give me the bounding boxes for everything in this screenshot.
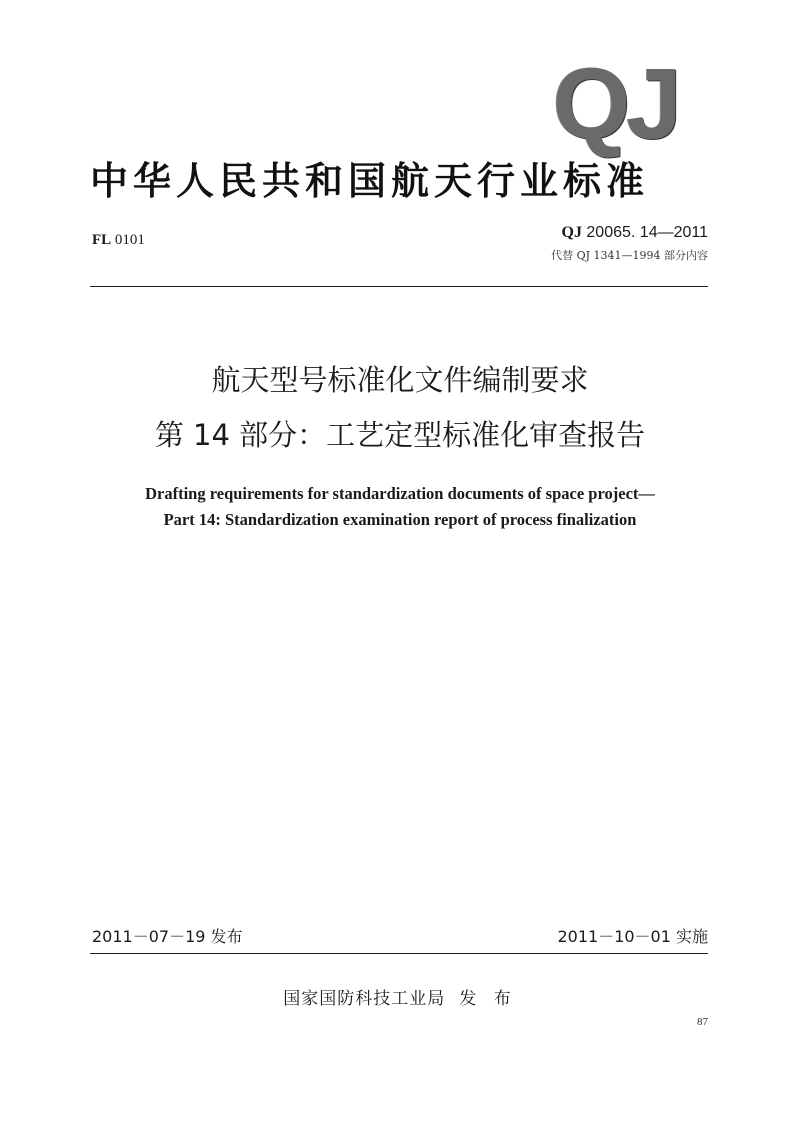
title-en-line2: Part 14: Standardization examination report of process finalization	[163, 510, 637, 529]
std-prefix: QJ	[561, 224, 582, 241]
standard-number	[440, 224, 708, 242]
page-number: 87	[697, 1016, 708, 1028]
fl-number: 0101	[114, 232, 145, 248]
title-cn-line2: 第 14 部分：工艺定型标准化审查报告	[154, 418, 646, 452]
footer-divider	[90, 953, 708, 954]
title-en-line1: Drafting requirements for standardization documents of space project—	[145, 484, 655, 503]
replaces-note: 代替 QJ 1341—1994 部分内容	[551, 249, 708, 262]
issuer-line	[0, 984, 800, 1009]
org-title: 中华人民共和国航天行业标准	[90, 159, 650, 203]
header-divider	[90, 286, 708, 287]
issuer-name: 国家国防科技工业局	[283, 989, 446, 1009]
issue-date: 2011－07－19 发布	[92, 927, 243, 946]
qj-logo: QJ	[552, 48, 678, 160]
title-cn-line1: 航天型号标准化文件编制要求	[211, 363, 589, 397]
publish-label: 发 布	[459, 989, 517, 1009]
implement-date: 2011－10－01 实施	[557, 927, 708, 946]
std-number: 20065. 14—2011	[586, 224, 708, 241]
fl-code	[92, 232, 145, 249]
fl-prefix: FL	[92, 232, 112, 248]
